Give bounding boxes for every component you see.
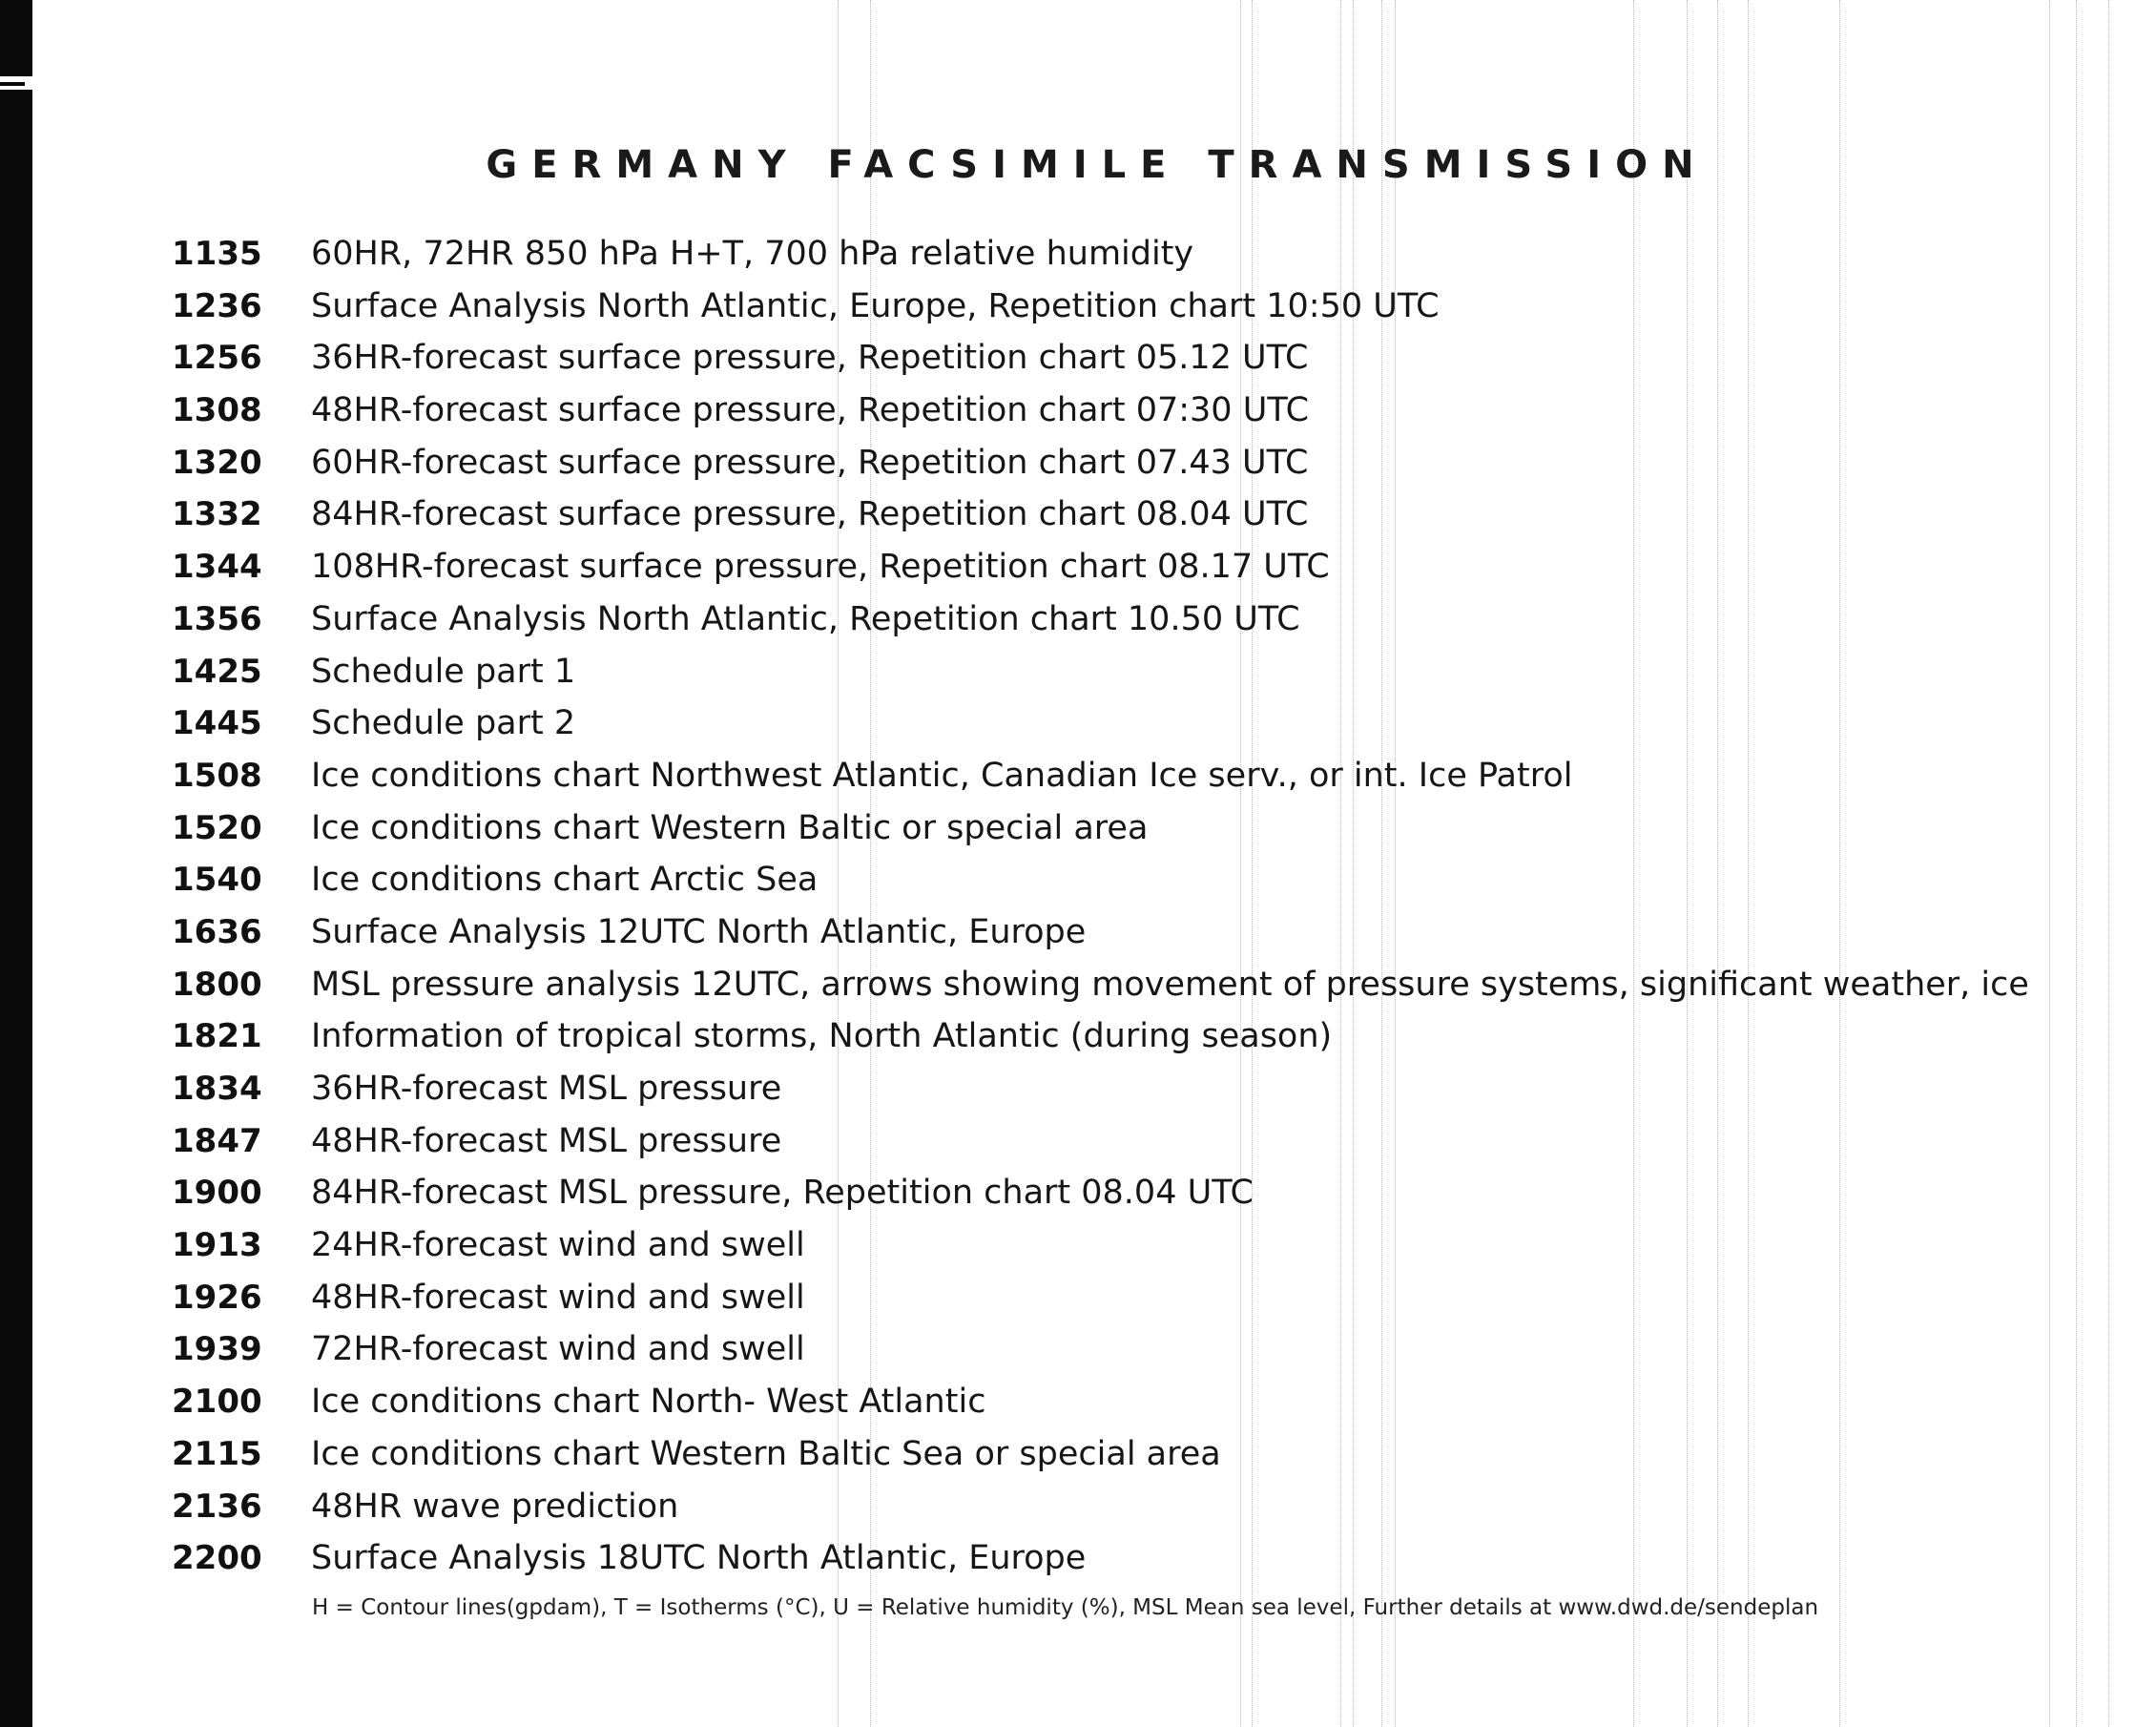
schedule-time: 2136 <box>172 1487 262 1526</box>
schedule-row <box>172 444 2042 496</box>
schedule-time: 2115 <box>172 1434 262 1473</box>
schedule-time: 1913 <box>172 1226 262 1265</box>
schedule-row <box>172 600 2042 653</box>
schedule-row <box>172 235 2042 287</box>
schedule-time: 1332 <box>172 495 262 534</box>
schedule-row <box>172 287 2042 340</box>
schedule-description: 84HR-forecast MSL pressure, Repetition chart 08.04 UTC <box>311 1174 1254 1213</box>
schedule-row <box>172 1226 2042 1279</box>
schedule-row <box>172 1330 2042 1383</box>
schedule-description: Surface Analysis North Atlantic, Repetition chart 10.50 UTC <box>311 599 1300 638</box>
schedule-description: Ice conditions chart Western Baltic or special area <box>311 808 1149 847</box>
schedule-row <box>172 809 2042 862</box>
schedule-description: 24HR-forecast wind and swell <box>311 1226 805 1265</box>
schedule-time: 1900 <box>172 1174 262 1213</box>
schedule-time: 1508 <box>172 756 262 795</box>
schedule-description: 108HR-forecast surface pressure, Repetition chart 08.17 UTC <box>311 548 1330 587</box>
schedule-time: 1520 <box>172 808 262 847</box>
schedule-time: 1344 <box>172 548 262 587</box>
schedule-row <box>172 966 2042 1018</box>
schedule-description: Schedule part 2 <box>311 704 576 743</box>
schedule-row <box>172 1070 2042 1122</box>
schedule-time: 1834 <box>172 1070 262 1108</box>
schedule-description: Ice conditions chart Northwest Atlantic, Canadian Ice serv., or int. Ice Patrol <box>311 756 1573 795</box>
schedule-time: 1926 <box>172 1278 262 1317</box>
schedule-time: 2200 <box>172 1539 262 1578</box>
schedule-row <box>172 1435 2042 1488</box>
schedule-row <box>172 1017 2042 1070</box>
schedule-time: 1800 <box>172 965 262 1004</box>
schedule-description: 48HR-forecast wind and swell <box>311 1278 805 1317</box>
schedule-description: 36HR-forecast MSL pressure <box>311 1070 782 1108</box>
schedule-description: Surface Analysis 18UTC North Atlantic, Europe <box>311 1539 1087 1578</box>
document-title: GERMANY FACSIMILE TRANSMISSION <box>486 143 1709 187</box>
schedule-description: Ice conditions chart North- West Atlantic <box>311 1383 986 1422</box>
schedule-row <box>172 1488 2042 1540</box>
schedule-time: 1636 <box>172 912 262 951</box>
schedule-description: Surface Analysis North Atlantic, Europe, Repetition chart 10:50 UTC <box>311 286 1440 325</box>
schedule-row <box>172 1539 2042 1592</box>
footnote: H = Contour lines(gpdam), T = Isotherms (°C), U = Relative humidity (%), MSL Mean sea level, Further details at www.dwd.de/sendeplan <box>312 1595 1819 1620</box>
schedule-row <box>172 1122 2042 1175</box>
schedule-row <box>172 339 2042 391</box>
schedule-description: 84HR-forecast surface pressure, Repetition chart 08.04 UTC <box>311 495 1309 534</box>
schedule-list <box>172 235 2042 1592</box>
schedule-row <box>172 861 2042 913</box>
schedule-description: 60HR-forecast surface pressure, Repetition chart 07.43 UTC <box>311 443 1309 482</box>
schedule-time: 1236 <box>172 286 262 325</box>
schedule-time: 1356 <box>172 599 262 638</box>
schedule-description: Schedule part 1 <box>311 652 576 691</box>
schedule-description: 48HR-forecast MSL pressure <box>311 1121 782 1160</box>
schedule-time: 2100 <box>172 1383 262 1422</box>
schedule-row <box>172 653 2042 705</box>
schedule-row <box>172 548 2042 600</box>
schedule-description: 36HR-forecast surface pressure, Repetition chart 05.12 UTC <box>311 339 1309 378</box>
schedule-row <box>172 913 2042 966</box>
schedule-description: Surface Analysis 12UTC North Atlantic, Europe <box>311 912 1087 951</box>
schedule-time: 1256 <box>172 339 262 378</box>
schedule-row <box>172 1279 2042 1331</box>
schedule-description: Ice conditions chart Western Baltic Sea or special area <box>311 1434 1221 1473</box>
schedule-row <box>172 495 2042 548</box>
schedule-time: 1847 <box>172 1121 262 1160</box>
schedule-time: 1540 <box>172 861 262 900</box>
schedule-time: 1308 <box>172 391 262 430</box>
schedule-description: 60HR, 72HR 850 hPa H+T, 700 hPa relative humidity <box>311 235 1194 273</box>
schedule-description: Information of tropical storms, North Atlantic (during season) <box>311 1017 1333 1056</box>
scan-edge-tick <box>0 82 25 86</box>
schedule-description: 48HR wave prediction <box>311 1487 679 1526</box>
schedule-time: 1320 <box>172 443 262 482</box>
schedule-description: 72HR-forecast wind and swell <box>311 1330 805 1369</box>
schedule-row <box>172 391 2042 444</box>
schedule-time: 1821 <box>172 1017 262 1056</box>
schedule-description: Ice conditions chart Arctic Sea <box>311 861 819 900</box>
schedule-time: 1445 <box>172 704 262 743</box>
schedule-time: 1425 <box>172 652 262 691</box>
scan-edge-bar <box>0 0 32 1727</box>
schedule-time: 1135 <box>172 235 262 273</box>
schedule-row <box>172 1383 2042 1435</box>
schedule-time: 1939 <box>172 1330 262 1369</box>
schedule-row <box>172 704 2042 757</box>
schedule-description: MSL pressure analysis 12UTC, arrows showing movement of pressure systems, significant weather, ice <box>311 965 2029 1004</box>
schedule-row <box>172 757 2042 809</box>
schedule-row <box>172 1174 2042 1226</box>
schedule-description: 48HR-forecast surface pressure, Repetition chart 07:30 UTC <box>311 391 1310 430</box>
